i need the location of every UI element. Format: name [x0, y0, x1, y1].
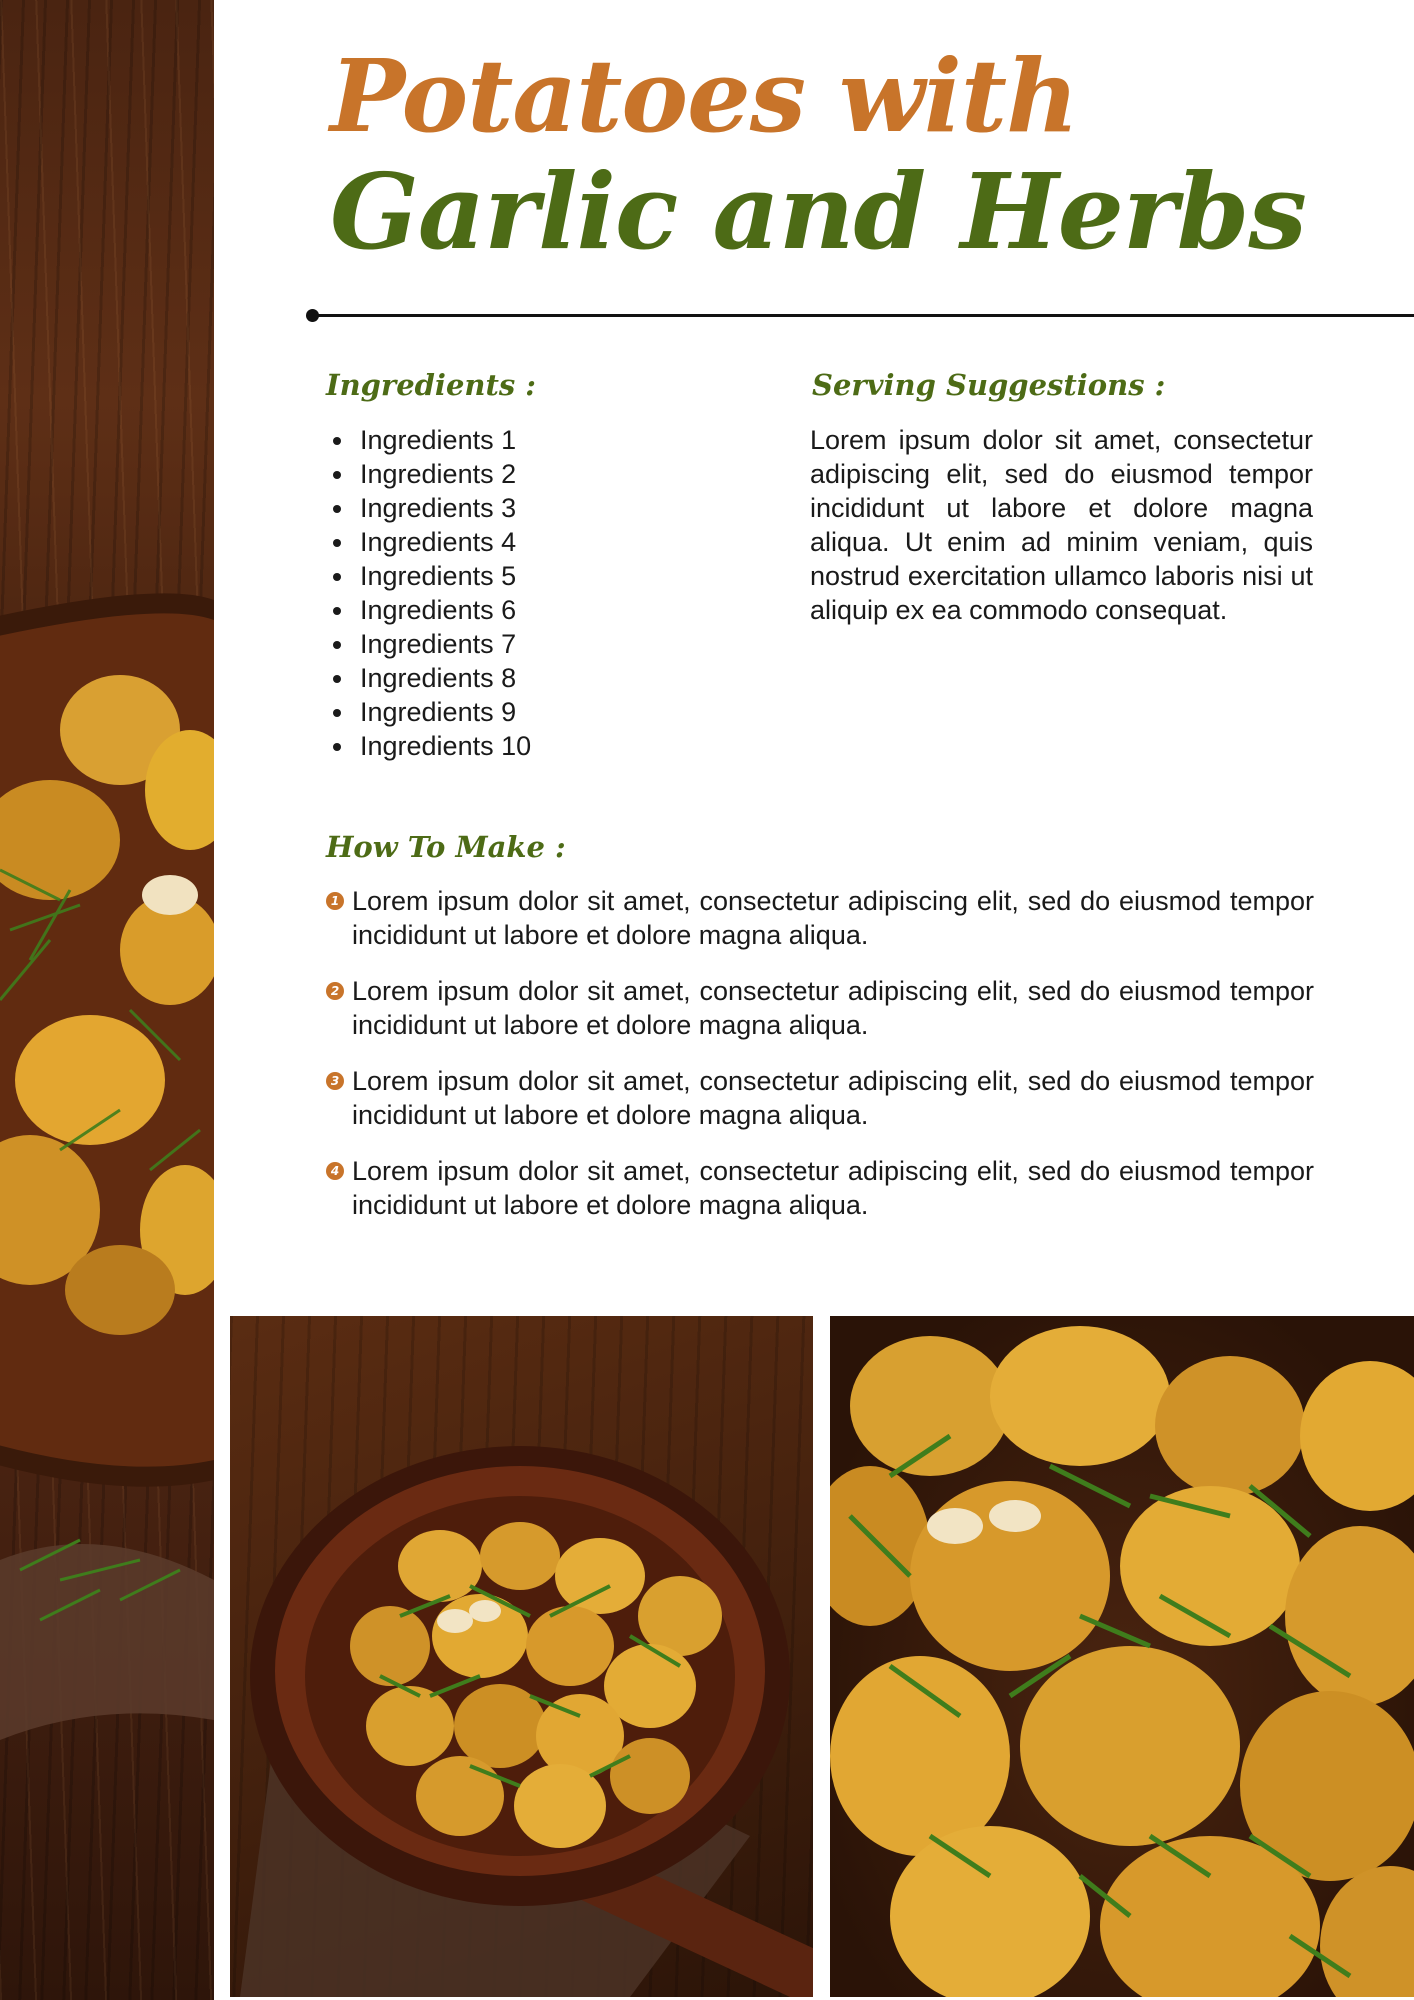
title-divider-dot	[306, 309, 319, 322]
ingredient-item: • Ingredients 2	[356, 457, 531, 491]
closeup-photo	[830, 1316, 1414, 1997]
ingredient-item: • Ingredients 7	[356, 627, 531, 661]
step-number-badge: 3	[326, 1072, 344, 1090]
ingredient-item: • Ingredients 1	[356, 423, 531, 457]
steps-list	[326, 884, 1314, 1244]
serving-heading: Serving Suggestions :	[812, 368, 1166, 402]
ingredient-item: • Ingredients 3	[356, 491, 531, 525]
title-line-1: Potatoes with	[330, 37, 1078, 155]
how-to-make-heading: How To Make :	[326, 830, 566, 864]
side-food-photo	[0, 0, 214, 2000]
step-number-badge: 2	[326, 982, 344, 1000]
step-item	[326, 884, 1314, 952]
step-item	[326, 1064, 1314, 1132]
step-text: Lorem ipsum dolor sit amet, consectetur adipiscing elit, sed do eiusmod tempor incididunt ut labore et dolore magna aliqua.	[352, 886, 1314, 950]
ingredient-item: • Ingredients 5	[356, 559, 531, 593]
step-item	[326, 974, 1314, 1042]
title-line-2: Garlic and Herbs	[330, 150, 1306, 273]
step-number-badge: 1	[326, 892, 344, 910]
ingredient-item: • Ingredients 9	[356, 695, 531, 729]
pan-photo	[230, 1316, 813, 1997]
step-text: Lorem ipsum dolor sit amet, consectetur adipiscing elit, sed do eiusmod tempor incididunt ut labore et dolore magna aliqua.	[352, 976, 1314, 1040]
ingredients-heading: Ingredients :	[326, 368, 537, 402]
ingredient-item: • Ingredients 8	[356, 661, 531, 695]
serving-text: Lorem ipsum dolor sit amet, consectetur adipiscing elit, sed do eiusmod tempor incididunt ut labore et dolore magna aliqua. Ut enim ad minim veniam, quis nostrud exercitation ullamco laboris nisi ut aliquip ex ea commodo consequat.	[810, 425, 1313, 625]
step-text: Lorem ipsum dolor sit amet, consectetur adipiscing elit, sed do eiusmod tempor incididunt ut labore et dolore magna aliqua.	[352, 1156, 1314, 1220]
title-divider	[312, 314, 1414, 317]
ingredient-item: • Ingredients 10	[356, 729, 531, 763]
recipe-title	[330, 37, 1306, 273]
ingredients-list	[326, 423, 531, 763]
step-item	[326, 1154, 1314, 1222]
step-text: Lorem ipsum dolor sit amet, consectetur adipiscing elit, sed do eiusmod tempor incididunt ut labore et dolore magna aliqua.	[352, 1066, 1314, 1130]
ingredient-item: • Ingredients 6	[356, 593, 531, 627]
ingredient-item: • Ingredients 4	[356, 525, 531, 559]
step-number-badge: 4	[326, 1162, 344, 1180]
